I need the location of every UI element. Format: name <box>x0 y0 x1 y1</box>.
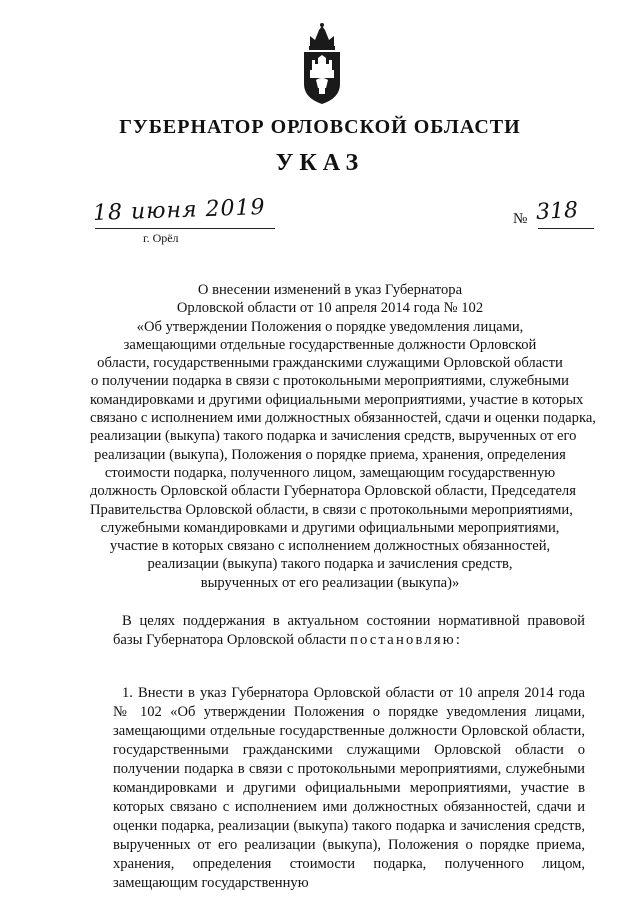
number-handwritten: 318 <box>535 197 579 226</box>
title-line: реализации (выкупа) такого подарка и зачисления средств, <box>147 556 513 573</box>
title-line: участие в которых связано с исполнением должностных обязанностей, <box>109 538 551 555</box>
title-line: замещающими отдельные государственные должности Орловской <box>123 336 537 353</box>
title-line: реализации (выкупа), Положения о порядке приема, хранения, определения <box>94 446 566 463</box>
title-line: служебными командировками и другими официальными мероприятиями, <box>100 519 560 536</box>
number-label: № <box>513 211 528 227</box>
preamble-text: В целях поддержания в актуальном состоянии нормативной правовой базы Губернатора Орловской области <box>113 613 585 648</box>
title-line: области, государственными гражданскими служащими Орловской области <box>97 355 563 372</box>
document-body <box>113 612 585 893</box>
organization-heading: ГУБЕРНАТОР ОРЛОВСКОЙ ОБЛАСТИ <box>119 116 521 138</box>
document-title <box>90 281 596 592</box>
title-line: командировками и другими официальными мероприятиями, участие в которых <box>90 391 584 408</box>
date-handwritten: 18 июня 2019 <box>92 194 266 227</box>
number-underline <box>538 228 594 229</box>
title-line: о получении подарка в связи с протокольными мероприятиями, служебными <box>91 373 569 390</box>
decree-word: постановляю: <box>349 632 463 648</box>
title-line: вырученных от его реализации (выкупа)» <box>200 574 460 591</box>
title-line: стоимости подарка, полученного лицом, замещающим государственную <box>104 464 556 481</box>
coat-of-arms-icon <box>300 22 344 106</box>
title-line: Правительства Орловской области, в связи с протокольными мероприятиями, <box>90 501 573 518</box>
title-line: реализации (выкупа) такого подарка и зачисления средств, вырученных от его <box>90 428 577 445</box>
date-underline <box>95 228 275 229</box>
title-line: О внесении изменений в указ Губернатора <box>197 282 463 298</box>
title-line: должность Орловской области Губернатора Орловской области, Председателя <box>90 483 576 500</box>
preamble-paragraph <box>113 612 585 650</box>
title-line: «Об утверждении Положения о порядке уведомления лицами, <box>136 318 524 335</box>
item-1-paragraph: 1. Внести в указ Губернатора Орловской области от 10 апреля 2014 года № 102 «Об утверждении Положения о порядке уведомления лицами, замещающими отдельные государственные должности Орловской области, государственными гражданскими служащими Орловской области о получении подарка в связи с протокольными мероприятиями, служебными командировками и другими официальными мероприятиями, участие в которых связано с исполнением ими должностных обязанностей, сдачи и оценки подарка, реализации (выкупа) такого подарка и зачисления средств, вырученных от его реализации (выкупа), Положения о порядке приема, хранения, определения стоимости подарка, полученного лицом, замещающим государственную <box>113 685 585 891</box>
city-label: г. Орёл <box>143 231 179 245</box>
title-line: Орловской области от 10 апреля 2014 года № 102 <box>176 300 484 317</box>
title-line: связано с исполнением ими должностных обязанностей, сдачи и оценки подарка, <box>90 410 596 427</box>
document-type-heading: УКАЗ <box>275 150 365 176</box>
